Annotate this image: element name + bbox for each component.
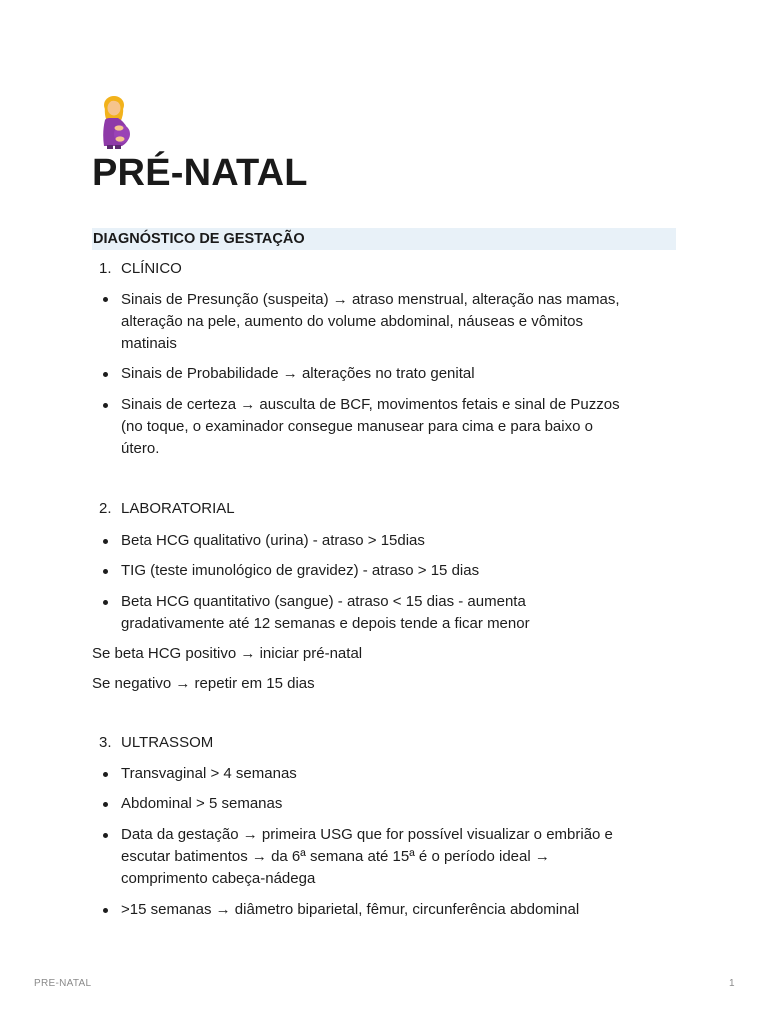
bullet-line: >15 semanas → diâmetro biparietal, fêmur, circunferência abdominal <box>121 901 580 918</box>
footer-title: PRE-NATAL <box>34 978 92 989</box>
bullet-line: matinais <box>121 335 177 352</box>
bullet-line: TIG (teste imunológico de gravidez) - atraso > 15 dias <box>121 562 480 579</box>
bullet-icon <box>103 403 108 408</box>
page-number: 1 <box>729 978 735 989</box>
bullet-icon <box>103 833 108 838</box>
bullet-icon <box>103 600 108 605</box>
list-number-clinico: 1. <box>99 260 112 277</box>
bullet-line: Beta HCG qualitativo (urina) - atraso > 15dias <box>121 532 425 549</box>
note-hcg-positive: Se beta HCG positivo → iniciar pré-natal <box>92 645 363 662</box>
bullet-icon <box>103 372 108 377</box>
bullet-line: útero. <box>121 440 160 457</box>
bullet-icon <box>103 539 108 544</box>
bullet-line: Abdominal > 5 semanas <box>121 795 283 812</box>
list-heading-laboratorial: LABORATORIAL <box>121 500 235 517</box>
bullet-icon <box>103 908 108 913</box>
list-heading-ultrassom: ULTRASSOM <box>121 734 214 751</box>
list-number-laboratorial: 2. <box>99 500 112 517</box>
bullet-line: comprimento cabeça-nádega <box>121 870 316 887</box>
list-number-ultrassom: 3. <box>99 734 112 751</box>
bullet-line: alteração na pele, aumento do volume abdominal, náuseas e vômitos <box>121 313 583 330</box>
bullet-line: escutar batimentos → da 6ª semana até 15ª é o período ideal → <box>121 848 550 865</box>
bullet-line: Data da gestação → primeira USG que for possível visualizar o embrião e <box>121 826 613 843</box>
bullet-line: Sinais de Probabilidade → alterações no trato genital <box>121 365 475 382</box>
bullet-line: (no toque, o examinador consegue manusear para cima e para baixo o <box>121 418 593 435</box>
bullet-line: Beta HCG quantitativo (sangue) - atraso < 15 dias - aumenta <box>121 593 526 610</box>
bullet-icon <box>103 802 108 807</box>
bullet-icon <box>103 297 108 302</box>
bullet-icon <box>103 569 108 574</box>
note-hcg-negative: Se negativo → repetir em 15 dias <box>92 675 315 692</box>
section-heading-diagnostico: DIAGNÓSTICO DE GESTAÇÃO <box>92 228 676 250</box>
bullet-line: Sinais de Presunção (suspeita) → atraso menstrual, alteração nas mamas, <box>121 291 620 308</box>
bullet-icon <box>103 772 108 777</box>
bullet-line: Transvaginal > 4 semanas <box>121 765 297 782</box>
list-heading-clinico: CLÍNICO <box>121 260 182 277</box>
bullet-line: Sinais de certeza → ausculta de BCF, movimentos fetais e sinal de Puzzos <box>121 396 620 413</box>
page-title: PRÉ-NATAL <box>92 152 308 194</box>
bullet-line: gradativamente até 12 semanas e depois tende a ficar menor <box>121 615 530 632</box>
pregnant-woman-icon <box>92 94 140 150</box>
